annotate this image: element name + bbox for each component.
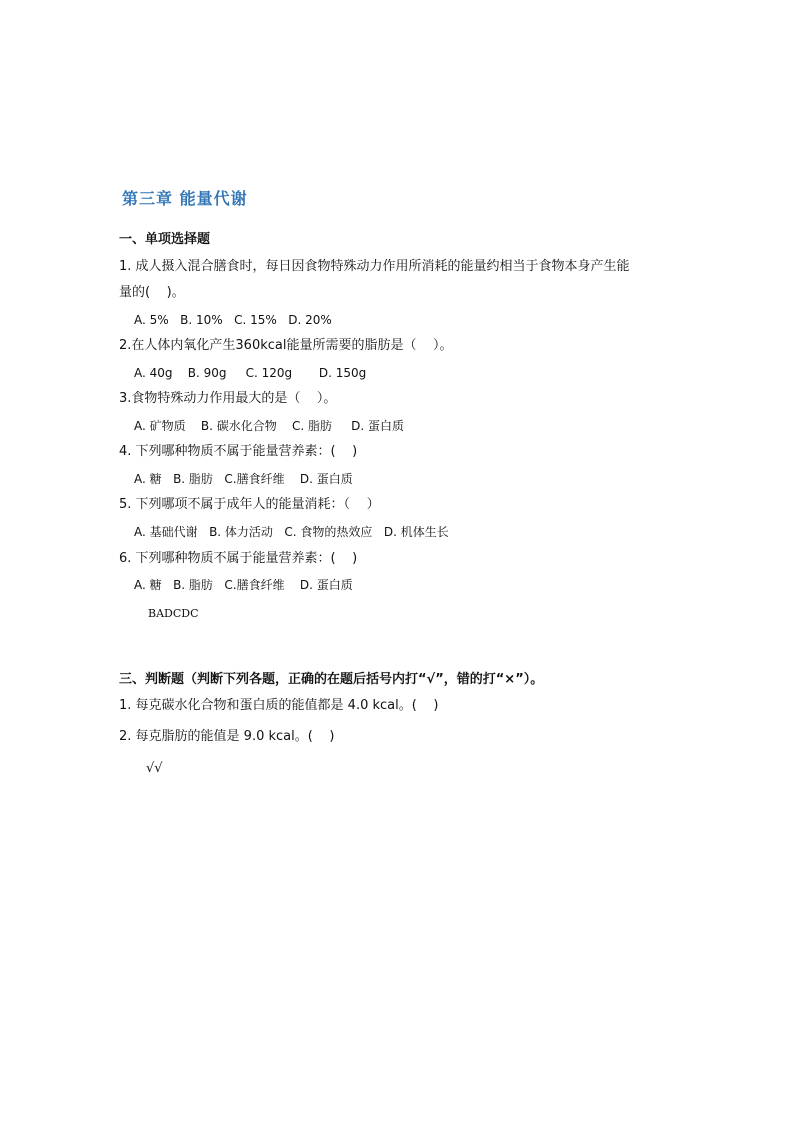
true-false-question-2: 2. 每克脂肪的能值是 9.0 kcal。( ) — [119, 729, 335, 744]
question-6: 6. 下列哪种物质不属于能量营养素：( ) — [119, 551, 358, 566]
chapter-title: 第三章 能量代谢 — [122, 189, 248, 208]
section-heading-single-choice: 一、单项选择题 — [119, 232, 211, 247]
question-5: 5. 下列哪项不属于成年人的能量消耗：（ ） — [119, 497, 380, 512]
question-4: 4. 下列哪种物质不属于能量营养素：( ) — [119, 444, 358, 459]
answer-key-single-choice: BADCDC — [148, 607, 199, 620]
question-1-options: A. 5% B. 10% C. 15% D. 20% — [134, 313, 332, 327]
question-4-options: A. 糖 B. 脂肪 C.膳食纤维 D. 蛋白质 — [134, 472, 353, 486]
question-6-options: A. 糖 B. 脂肪 C.膳食纤维 D. 蛋白质 — [134, 578, 353, 592]
question-5-options: A. 基础代谢 B. 体力活动 C. 食物的热效应 D. 机体生长 — [134, 525, 449, 539]
true-false-question-1: 1. 每克碳水化合物和蛋白质的能值都是 4.0 kcal。( ) — [119, 698, 439, 713]
question-3-options: A. 矿物质 B. 碳水化合物 C. 脂肪 D. 蛋白质 — [134, 419, 404, 433]
question-1-line-1: 1. 成人摄入混合膳食时，每日因食物特殊动力作用所消耗的能量约相当于食物本身产生能 — [119, 259, 630, 274]
question-2: 2.在人体内氧化产生360kcal能量所需要的脂肪是（ ）。 — [119, 338, 453, 353]
section-heading-true-false: 三、判断题（判断下列各题，正确的在题后括号内打“√”，错的打“×”）。 — [119, 672, 544, 687]
answer-key-true-false: √√ — [146, 761, 163, 776]
question-3: 3.食物特殊动力作用最大的是（ ）。 — [119, 391, 337, 406]
question-1-line-2: 量的( )。 — [119, 285, 185, 300]
question-2-options: A. 40g B. 90g C. 120g D. 150g — [134, 366, 367, 380]
